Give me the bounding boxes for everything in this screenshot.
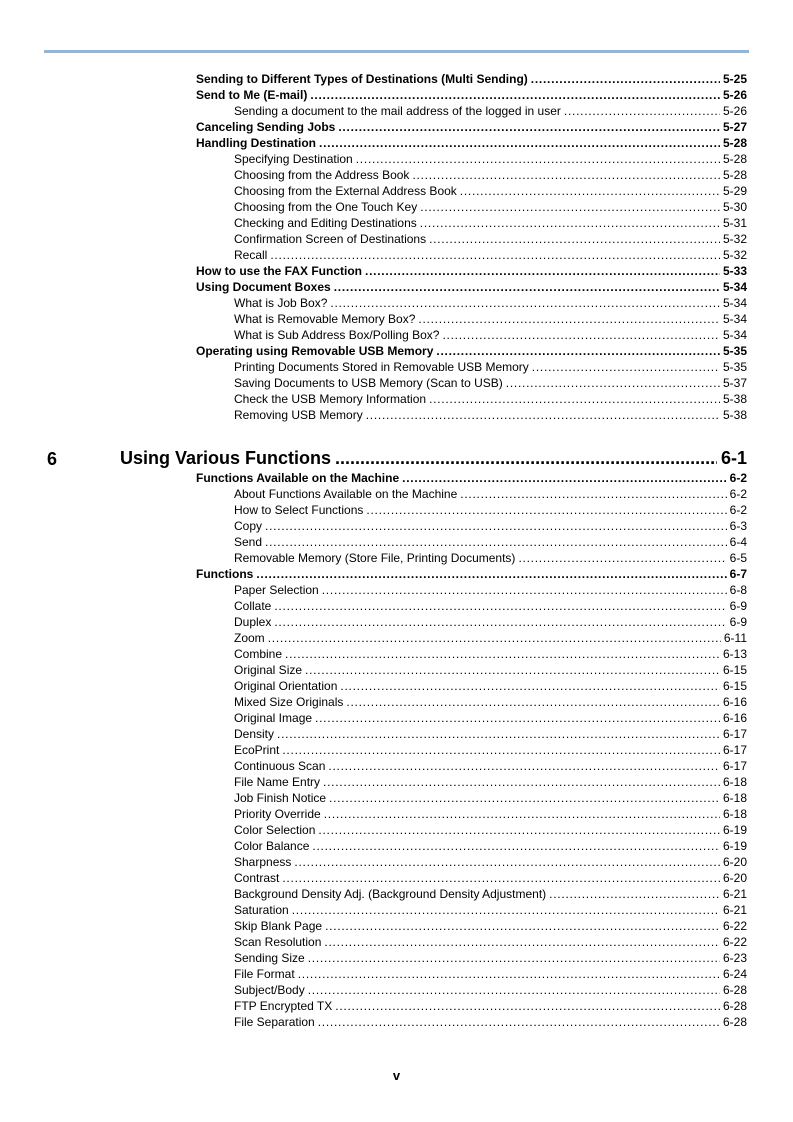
dot-leader [356,152,720,166]
toc-entry-title: Functions Available on the Machine [196,471,400,485]
toc-entry-page: 6-13 [722,647,747,661]
toc-entry[interactable] [196,567,747,581]
toc-entry-title: Original Image [234,711,313,725]
toc-entry[interactable] [234,823,747,837]
toc-entry-page: 6-22 [722,935,747,949]
toc-entry-title: Skip Blank Page [234,919,323,933]
toc-entry[interactable] [234,408,747,422]
toc-entry-title: Removing USB Memory [234,408,363,422]
toc-entry-title: Functions [196,567,254,581]
toc-entry-title: Canceling Sending Jobs [196,120,336,134]
toc-entry[interactable] [234,807,747,821]
dot-leader [310,88,720,102]
dot-leader [402,471,727,485]
toc-entry-page: 5-26 [722,88,747,102]
toc-entry-title: Operating using Removable USB Memory [196,344,434,358]
toc-entry-page: 6-17 [722,759,747,773]
dot-leader [265,535,727,549]
dot-leader [274,599,726,613]
toc-entry[interactable] [234,695,747,709]
toc-entry[interactable] [196,120,747,134]
dot-leader [324,935,720,949]
toc-entry-page: 5-29 [722,184,747,198]
toc-entry[interactable] [196,280,747,294]
dot-leader [282,871,720,885]
toc-entry-page: 5-34 [722,296,747,310]
toc-entry-page: 6-16 [722,695,747,709]
toc-entry-title: File Format [234,967,295,981]
toc-entry-title: EcoPrint [234,743,280,757]
toc-entry-title: Choosing from the External Address Book [234,184,457,198]
dot-leader [256,567,726,581]
dot-leader [282,743,720,757]
toc-entry-title: Choosing from the One Touch Key [234,200,418,214]
chapter-page: 6-1 [720,448,747,468]
toc-entry[interactable] [234,679,747,693]
toc-entry-page: 6-2 [729,471,747,485]
dot-leader [366,408,720,422]
toc-entry-title: Background Density Adj. (Background Density Adjustment) [234,887,547,901]
toc-entry-page: 5-28 [722,152,747,166]
toc-entry-page: 5-38 [722,392,747,406]
dot-leader [412,168,720,182]
toc-entry[interactable] [234,727,747,741]
dot-leader [328,759,720,773]
toc-entry-title: Handling Destination [196,136,316,150]
chapter-title: Using Various Functions [120,448,332,468]
chapter-heading[interactable] [120,448,747,469]
toc-entry-page: 5-34 [722,312,747,326]
dot-leader [340,679,720,693]
toc-entry[interactable] [234,903,747,917]
dot-leader [532,360,720,374]
toc-entry[interactable] [234,376,747,390]
toc-entry-title: Duplex [234,615,272,629]
toc-entry-title: File Separation [234,1015,315,1029]
toc-entry[interactable] [196,264,747,278]
toc-entry-title: Copy [234,519,263,533]
toc-entry[interactable] [196,136,747,150]
toc-entry[interactable] [234,951,747,965]
toc-entry[interactable] [234,711,747,725]
toc-entry-page: 6-9 [729,615,747,629]
toc-entry-title: Sharpness [234,855,292,869]
dot-leader [506,376,720,390]
toc-entry-title: How to use the FAX Function [196,264,362,278]
toc-entry-title: Original Orientation [234,679,338,693]
dot-leader [268,631,721,645]
toc-entry-title: Sending a document to the mail address of the logged in user [234,104,561,118]
toc-entry-page: 6-3 [729,519,747,533]
dot-leader [330,296,720,310]
dot-leader [325,919,720,933]
toc-entry-page: 5-34 [722,280,747,294]
dot-leader [518,551,726,565]
dot-leader [274,615,726,629]
toc-entry[interactable] [234,184,747,198]
toc-entry[interactable] [234,152,747,166]
toc-entry[interactable] [234,791,747,805]
dot-leader [318,823,720,837]
toc-entry[interactable] [234,775,747,789]
toc-entry-title: Recall [234,248,268,262]
toc-entry[interactable] [196,471,747,485]
toc-entry-page: 6-8 [729,583,747,597]
dot-leader [305,663,720,677]
dot-leader [436,344,720,358]
dot-leader [334,280,720,294]
toc-entry-title: File Name Entry [234,775,321,789]
toc-entry[interactable] [234,631,747,645]
toc-entry-title: Mixed Size Originals [234,695,344,709]
dot-leader [460,184,720,198]
toc-entry[interactable] [234,887,747,901]
toc-entry-title: FTP Encrypted TX [234,999,333,1013]
toc-entry[interactable] [234,312,747,326]
dot-leader [298,967,720,981]
dot-leader [270,248,720,262]
toc-entry-page: 5-27 [722,120,747,134]
toc-entry[interactable] [234,583,747,597]
toc-entry-title: Saturation [234,903,289,917]
dot-leader [335,999,720,1013]
toc-entry[interactable] [196,88,747,102]
toc-entry-page: 5-32 [722,248,747,262]
toc-entry-page: 6-21 [722,903,747,917]
dot-leader [318,1015,720,1029]
dot-leader [420,216,720,230]
toc-entry-title: Job Finish Notice [234,791,327,805]
toc-entry-title: Contrast [234,871,280,885]
toc-entry[interactable] [234,519,747,533]
toc-entry-page: 5-28 [722,136,747,150]
dot-leader [460,487,726,501]
toc-entry-page: 6-17 [722,727,747,741]
toc-entry-title: Sending to Different Types of Destinations (Multi Sending) [196,72,528,86]
dot-leader [335,448,717,469]
toc-entry-title: Sending Size [234,951,305,965]
toc-entry-page: 5-38 [722,408,747,422]
dot-leader [366,503,726,517]
dot-leader [315,711,720,725]
toc-entry-page: 6-18 [722,775,747,789]
toc-entry[interactable] [234,232,747,246]
page-footer-number: v [392,1068,401,1083]
toc-entry[interactable] [234,983,747,997]
toc-entry-title: What is Sub Address Box/Polling Box? [234,328,440,342]
toc-entry[interactable] [234,855,747,869]
toc-entry-page: 6-15 [722,679,747,693]
chapter-number: 6 [47,449,58,469]
toc-entry-page: 6-23 [722,951,747,965]
dot-leader [308,983,720,997]
toc-entry-title: Checking and Editing Destinations [234,216,417,230]
toc-entry-title: Subject/Body [234,983,305,997]
toc-entry-title: Confirmation Screen of Destinations [234,232,427,246]
toc-entry[interactable] [196,72,747,86]
toc-entry-page: 6-19 [722,839,747,853]
toc-entry-page: 6-5 [729,551,747,565]
dot-leader [319,136,720,150]
toc-entry-title: Specifying Destination [234,152,353,166]
toc-entry-page: 6-11 [723,631,747,645]
toc-entry-title: How to Select Functions [234,503,364,517]
toc-entry[interactable] [234,871,747,885]
toc-entry-page: 5-37 [722,376,747,390]
toc-entry-page: 6-28 [722,983,747,997]
toc-entry-page: 6-22 [722,919,747,933]
toc-entry-title: Paper Selection [234,583,319,597]
toc-entry-page: 5-30 [722,200,747,214]
toc-entry-page: 6-20 [722,855,747,869]
toc-entry[interactable] [234,647,747,661]
dot-leader [285,647,720,661]
dot-leader [549,887,720,901]
toc-entry-page: 6-19 [722,823,747,837]
toc-entry-title: Original Size [234,663,303,677]
toc-entry[interactable] [234,104,747,118]
toc-entry[interactable] [234,743,747,757]
toc-entry-title: Color Selection [234,823,316,837]
toc-entry[interactable] [234,1015,747,1029]
dot-leader [277,727,720,741]
dot-leader [265,519,727,533]
toc-entry[interactable] [234,935,747,949]
toc-entry-page: 6-2 [729,487,747,501]
toc-entry[interactable] [234,759,747,773]
toc-entry-title: Send to Me (E-mail) [196,88,308,102]
dot-leader [324,807,720,821]
dot-leader [323,775,720,789]
toc-entry-page: 6-7 [729,567,747,581]
toc-entry[interactable] [234,599,747,613]
toc-entry-title: Color Balance [234,839,310,853]
toc-entry-title: What is Removable Memory Box? [234,312,416,326]
dot-leader [329,791,720,805]
toc-entry-page: 5-31 [722,216,747,230]
toc-entry[interactable] [234,200,747,214]
toc-entry-title: Choosing from the Address Book [234,168,410,182]
dot-leader [338,120,720,134]
toc-entry[interactable] [196,344,747,358]
toc-entry-title: What is Job Box? [234,296,328,310]
toc-entry-title: Printing Documents Stored in Removable USB Memory [234,360,529,374]
toc-entry-page: 5-28 [722,168,747,182]
dot-leader [531,72,720,86]
toc-entry-page: 6-21 [722,887,747,901]
dot-leader [292,903,720,917]
toc-entry-page: 6-15 [722,663,747,677]
header-rule [44,50,749,53]
dot-leader [365,264,720,278]
toc-entry[interactable] [234,360,747,374]
toc-entry[interactable] [234,296,747,310]
toc-entry-title: Collate [234,599,272,613]
toc-entry-page: 5-35 [722,360,747,374]
toc-entry-page: 6-2 [729,503,747,517]
toc-entry-page: 5-32 [722,232,747,246]
toc-entry-page: 6-28 [722,999,747,1013]
toc-entry-page: 6-20 [722,871,747,885]
toc-entry[interactable] [234,248,747,262]
toc-entry[interactable] [234,967,747,981]
toc-entry-title: Check the USB Memory Information [234,392,427,406]
toc-entry-page: 5-33 [722,264,747,278]
toc-entry-page: 6-16 [722,711,747,725]
toc-entry[interactable] [234,663,747,677]
toc-entry[interactable] [234,503,747,517]
toc-entry-page: 6-9 [729,599,747,613]
toc-entry-page: 5-25 [722,72,747,86]
dot-leader [322,583,727,597]
dot-leader [312,839,720,853]
toc-entry[interactable] [234,615,747,629]
toc-entry[interactable] [234,392,747,406]
toc-entry[interactable] [234,919,747,933]
dot-leader [294,855,720,869]
toc-entry[interactable] [234,216,747,230]
dot-leader [420,200,720,214]
toc-entry-page: 5-26 [722,104,747,118]
toc-entry[interactable] [234,328,747,342]
toc-entry[interactable] [234,999,747,1013]
toc-entry-page: 6-4 [729,535,747,549]
dot-leader [308,951,720,965]
toc-entry-title: About Functions Available on the Machine [234,487,458,501]
toc-entry[interactable] [234,839,747,853]
toc-entry[interactable] [234,168,747,182]
dot-leader [564,104,720,118]
toc-entry-title: Zoom [234,631,265,645]
toc-entry-title: Send [234,535,263,549]
dot-leader [429,392,720,406]
toc-entry-title: Combine [234,647,283,661]
dot-leader [429,232,720,246]
toc-entry-page: 6-28 [722,1015,747,1029]
toc-entry-page: 6-18 [722,791,747,805]
toc-entry-title: Scan Resolution [234,935,322,949]
toc-entry-title: Removable Memory (Store File, Printing Documents) [234,551,516,565]
toc-entry-page: 6-17 [722,743,747,757]
toc-entry-title: Density [234,727,275,741]
dot-leader [346,695,720,709]
toc-entry-title: Priority Override [234,807,321,821]
toc-entry[interactable] [234,535,747,549]
toc-entry-page: 6-18 [722,807,747,821]
toc-entry-title: Continuous Scan [234,759,326,773]
toc-entry-page: 5-35 [722,344,747,358]
toc-entry-title: Saving Documents to USB Memory (Scan to USB) [234,376,503,390]
toc-entry[interactable] [234,551,747,565]
toc-entry-page: 6-24 [722,967,747,981]
toc-entry-title: Using Document Boxes [196,280,331,294]
toc-entry-page: 5-34 [722,328,747,342]
toc-entry[interactable] [234,487,747,501]
dot-leader [418,312,720,326]
dot-leader [442,328,720,342]
